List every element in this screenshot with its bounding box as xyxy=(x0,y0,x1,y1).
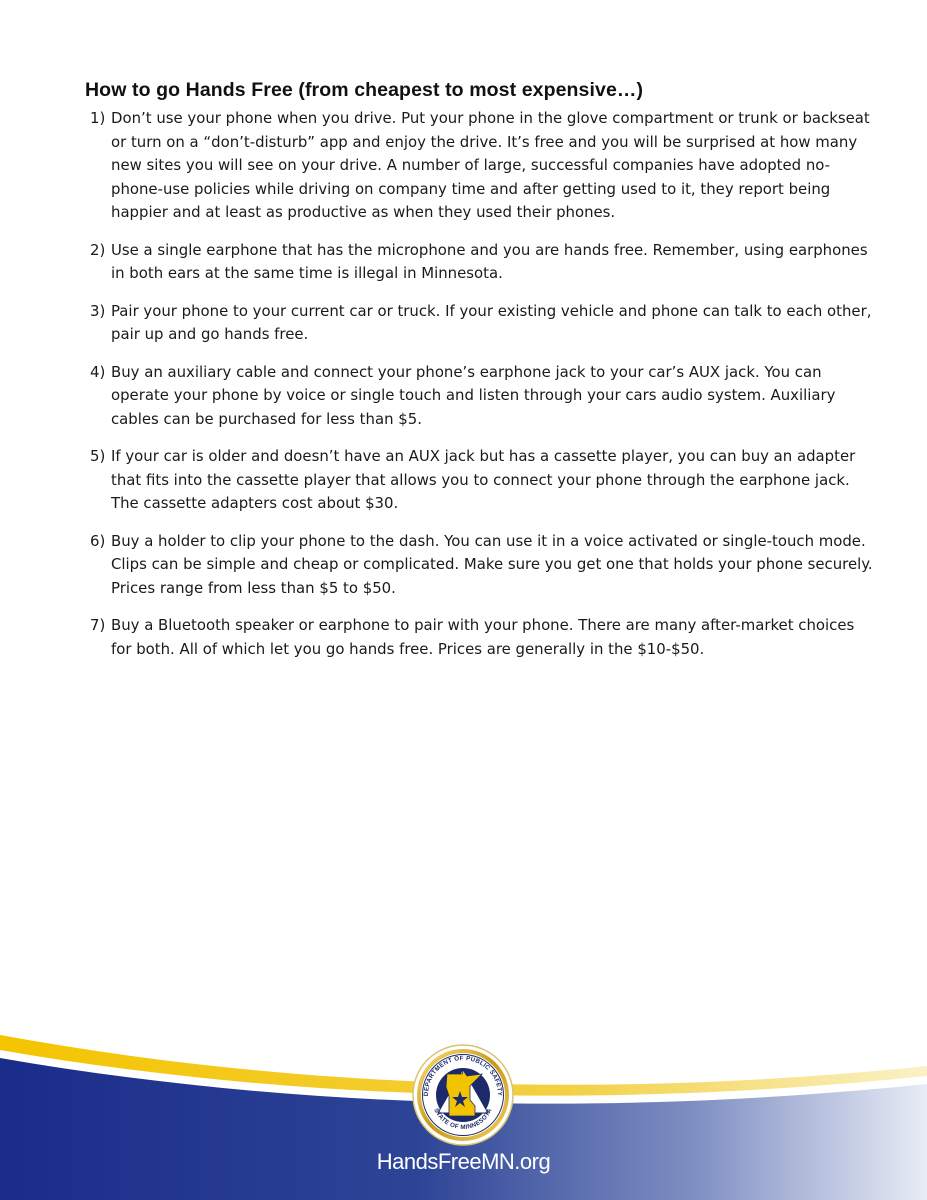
list-item xyxy=(90,361,875,432)
step-number: 3) xyxy=(90,301,106,320)
step-number: 2) xyxy=(90,240,106,259)
footer-url: HandsFreeMN.org xyxy=(376,1149,551,1174)
steps-list xyxy=(90,107,875,675)
list-item xyxy=(90,239,875,286)
step-number: 4) xyxy=(90,362,106,381)
step-text: Pair your phone to your current car or truck. If your existing vehicle and phone can talk to each other, pair up and go hands free. xyxy=(111,301,872,343)
step-number: 1) xyxy=(90,109,106,127)
step-number: 5) xyxy=(90,447,106,465)
page-title: How to go Hands Free (from cheapest to most expensive…) xyxy=(85,79,644,101)
step-number: 7) xyxy=(90,616,106,634)
step-text: Don’t use your phone when you drive. Put your phone in the glove compartment or trunk or backseat or turn on a “don’t-disturb” app and enjoy the drive. It’s free and you will be surprised at how many new sites you will see on your drive. A number of large, successful companies have adopted no-phone-use policies while driving on company time and after getting used to it, they report being happier and at least as productive as when they used their phones. xyxy=(111,109,870,221)
step-text: If your car is older and doesn’t have an AUX jack but has a cassette player, you can buy an adapter that fits into the cassette player that allows you to connect your phone through the earphone jack. The cassette adapters cost about $30. xyxy=(111,447,856,512)
step-text: Use a single earphone that has the microphone and you are hands free. Remember, using earphones in both ears at the same time is illegal in Minnesota. xyxy=(111,240,868,282)
list-item xyxy=(90,107,875,225)
list-item xyxy=(90,445,875,516)
list-item xyxy=(90,614,875,661)
step-text: Buy a holder to clip your phone to the dash. You can use it in a voice activated or single-touch mode. Clips can be simple and cheap or complicated. Make sure you get one that holds your phone securely. Prices range from less than $5 to $50. xyxy=(111,531,873,597)
seal-top-text: DEPARTMENT OF PUBLIC SAFETY xyxy=(422,1054,504,1097)
seal-bottom-text: STATE OF MINNESOTA xyxy=(432,1107,494,1131)
step-text: Buy an auxiliary cable and connect your phone’s earphone jack to your car’s AUX jack. You can operate your phone by voice or single touch and listen through your cars audio system. Auxiliary cables can be purchased for less than $5. xyxy=(111,362,836,428)
list-item xyxy=(90,300,875,347)
step-number: 6) xyxy=(90,531,106,550)
step-text: Buy a Bluetooth speaker or earphone to pair with your phone. There are many after-market choices for both. All of which let you go hands free. Prices are generally in the $10-$50. xyxy=(111,616,855,658)
list-item xyxy=(90,530,875,601)
